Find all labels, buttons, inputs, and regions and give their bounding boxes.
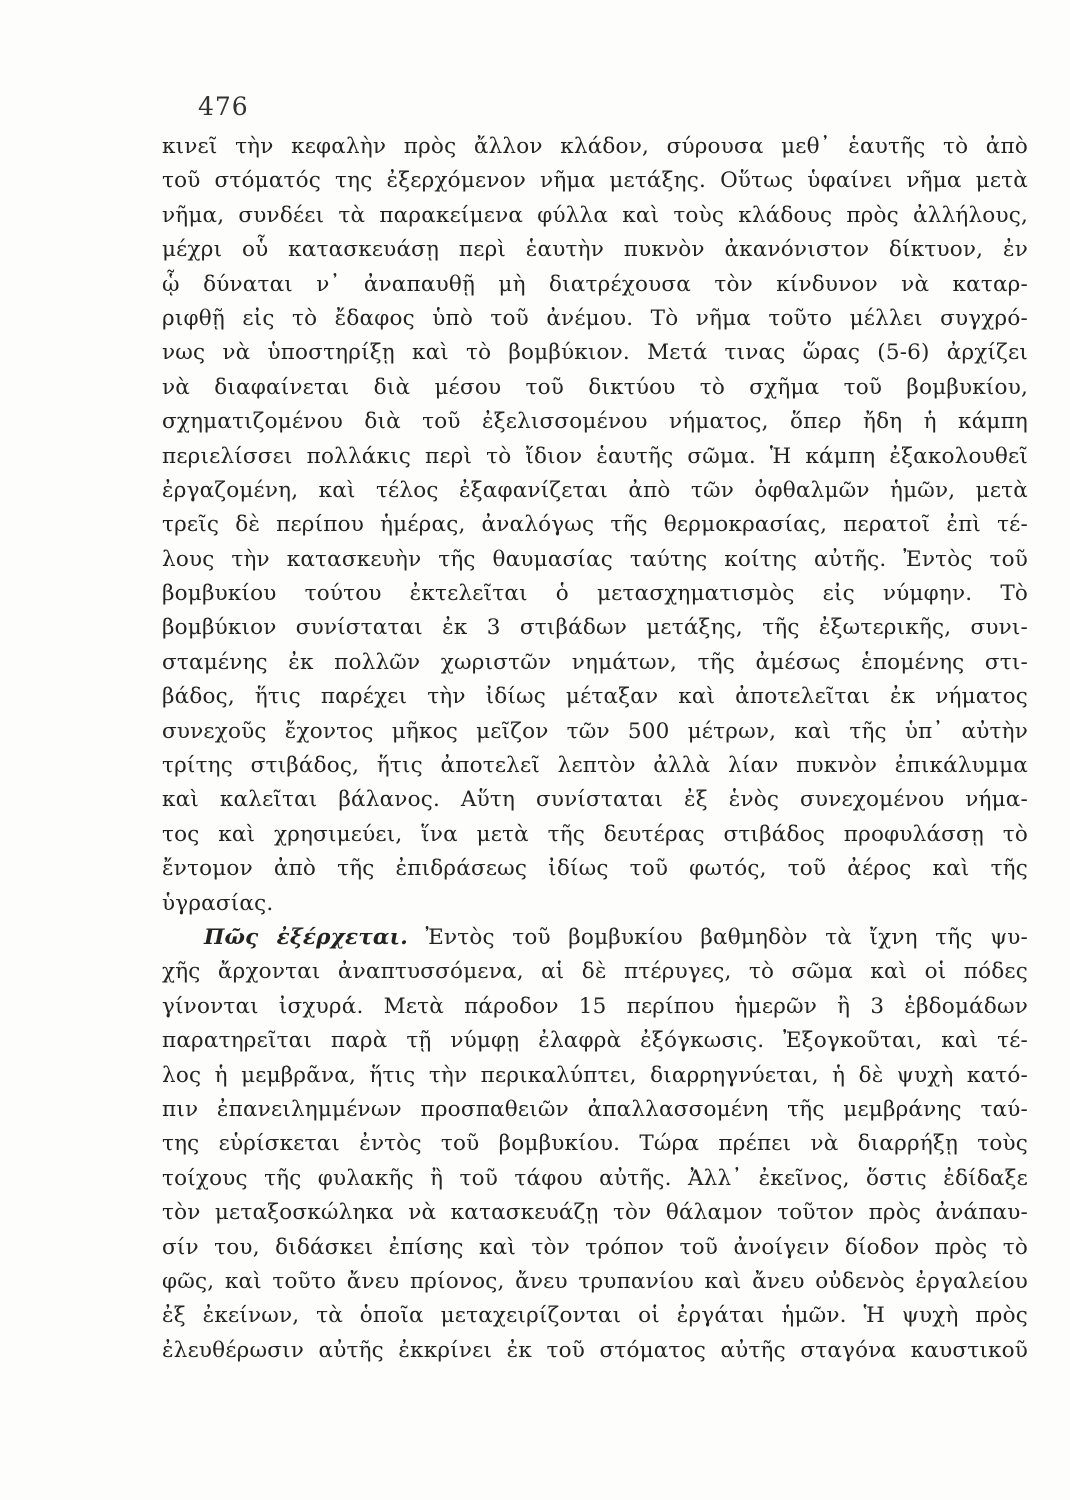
paragraph-how-it-emerges [162, 921, 1028, 1368]
text-line [162, 921, 1028, 955]
text-line: κινεῖ τὴν κεφαλὴν πρὸς ἄλλον κλάδον, σύρουσα μεθ᾽ ἑαυτῆς τὸ ἀπὸ [162, 134, 1028, 159]
text-line: ᾧ δύναται ν᾽ ἀναπαυθῇ μὴ διατρέχουσα τὸν κίνδυνον νὰ καταρ- [162, 271, 1028, 297]
text-line: καὶ καλεῖται βάλανος. Αὕτη συνίσταται ἐξ ἑνὸς συνεχομένου νήμα- [162, 787, 1028, 813]
text-line: χῆς ἄρχονται ἀναπτυσσόμενα, αἱ δὲ πτέρυγες, τὸ σῶμα καὶ οἱ πόδες [162, 959, 1028, 985]
body-text [162, 130, 1028, 1368]
text-line: ἔντομον ἀπὸ τῆς ἐπιδράσεως ἰδίως τοῦ φωτός, τοῦ ἀέρος καὶ τῆς [162, 856, 1028, 882]
text-line: συνεχοῦς ἔχοντος μῆκος μεῖζον τῶν 500 μέτρων, καὶ τῆς ὑπ᾽ αὐτὴν [162, 718, 1028, 744]
text-line: ἐξ ἐκείνων, τὰ ὁποῖα μεταχειρίζονται οἱ ἐργάται ἡμῶν. Ἡ ψυχὴ πρὸς [162, 1303, 1028, 1329]
text-line: ἐλευθέρωσιν αὐτῆς ἐκκρίνει ἐκ τοῦ στόματος αὐτῆς σταγόνα καυστικοῦ [162, 1337, 1028, 1363]
text-line: ἐργαζομένη, καὶ τέλος ἐξαφανίζεται ἀπὸ τῶν ὀφθαλμῶν ἡμῶν, μετὰ [162, 477, 1028, 503]
text-line: τρεῖς δὲ περίπου ἡμέρας, ἀναλόγως τῆς θερμοκρασίας, περατοῖ ἐπὶ τέ- [162, 512, 1028, 538]
text-line: λος ἡ μεμβρᾶνα, ἥτις τὴν περικαλύπτει, διαρρηγνύεται, ἡ δὲ ψυχὴ κατό- [162, 1062, 1028, 1088]
text-line: γίνονται ἰσχυρά. Μετὰ πάροδον 15 περίπου ἡμερῶν ἢ 3 ἑβδομάδων [162, 993, 1028, 1019]
paragraph-cocoon-construction [162, 130, 1028, 921]
text-line: σταμένης ἐκ πολλῶν χωριστῶν νημάτων, τῆς ἀμέσως ἑπομένης στι- [162, 649, 1028, 675]
text-line: βομβύκιον συνίσταται ἐκ 3 στιβάδων μετάξης, τῆς ἐξωτερικῆς, συνι- [162, 615, 1028, 641]
text-line: βομβυκίου τούτου ἐκτελεῖται ὁ μετασχηματισμὸς εἰς νύμφην. Τὸ [162, 581, 1028, 607]
text-line: τοίχους τῆς φυλακῆς ἢ τοῦ τάφου αὐτῆς. Ἀλλ᾽ ἐκεῖνος, ὅστις ἐδίδαξε [162, 1165, 1028, 1191]
text-line: τος καὶ χρησιμεύει, ἵνα μετὰ τῆς δευτέρας στιβάδος προφυλάσσῃ τὸ [162, 821, 1028, 847]
text-line: λους τὴν κατασκευὴν τῆς θαυμασίας ταύτης κοίτης αὐτῆς. Ἐντὸς τοῦ [162, 546, 1028, 572]
text-line: ριφθῇ εἰς τὸ ἔδαφος ὑπὸ τοῦ ἀνέμου. Τὸ νῆμα τοῦτο μέλλει συγχρό- [162, 305, 1028, 331]
text-line: νὰ διαφαίνεται διὰ μέσου τοῦ δικτύου τὸ σχῆμα τοῦ βομβυκίου, [162, 374, 1028, 400]
page-number: 476 [198, 92, 249, 121]
text-line: βάδος, ἥτις παρέχει τὴν ἰδίως μέταξαν καὶ ἀποτελεῖται ἐκ νήματος [162, 684, 1028, 710]
text-line: φῶς, καὶ τοῦτο ἄνευ πρίονος, ἄνευ τρυπανίου καὶ ἄνευ οὐδενὸς ἐργαλείου [162, 1268, 1028, 1294]
text-line-rest: Ἐντὸς τοῦ βομβυκίου βαθμηδὸν τὰ ἴχνη τῆς ψυ- [407, 924, 1028, 950]
text-line: νῆμα, συνδέει τὰ παρακείμενα φύλλα καὶ τοὺς κλάδους πρὸς ἀλλήλους, [162, 202, 1028, 228]
text-line: μέχρι οὗ κατασκευάσῃ περὶ ἑαυτὴν πυκνὸν ἀκανόνιστον δίκτυον, ἐν [162, 237, 1028, 263]
section-heading: Πῶς ἐξέρχεται. [204, 924, 408, 950]
text-line: νως νὰ ὑποστηρίξῃ καὶ τὸ βομβύκιον. Μετά τινας ὥρας (5-6) ἀρχίζει [162, 340, 1028, 366]
text-line: της εὑρίσκεται ἐντὸς τοῦ βομβυκίου. Τώρα πρέπει νὰ διαρρήξῃ τοὺς [162, 1131, 1028, 1157]
text-line: σίν του, διδάσκει ἐπίσης καὶ τὸν τρόπον τοῦ ἀνοίγειν δίοδον πρὸς τὸ [162, 1234, 1028, 1260]
text-line: παρατηρεῖται παρὰ τῇ νύμφῃ ἐλαφρὰ ἐξόγκωσις. Ἐξογκοῦται, καὶ τέ- [162, 1028, 1028, 1054]
text-line: πιν ἐπανειλημμένων προσπαθειῶν ἀπαλλασσομένη τῆς μεμβράνης ταύ- [162, 1096, 1028, 1122]
text-line: σχηματιζομένου διὰ τοῦ ἐξελισσομένου νήματος, ὅπερ ἤδη ἡ κάμπη [162, 409, 1028, 435]
text-line: ὑγρασίας. [162, 890, 274, 916]
text-line: τοῦ στόματός της ἐξερχόμενον νῆμα μετάξης. Οὕτως ὑφαίνει νῆμα μετὰ [162, 168, 1028, 194]
text-line: τρίτης στιβάδος, ἥτις ἀποτελεῖ λεπτὸν ἀλλὰ λίαν πυκνὸν ἐπικάλυμμα [162, 753, 1028, 779]
text-line: περιελίσσει πολλάκις περὶ τὸ ἴδιον ἑαυτῆς σῶμα. Ἡ κάμπη ἐξακολουθεῖ [162, 443, 1028, 469]
text-line: τὸν μεταξοσκώληκα νὰ κατασκευάζῃ τὸν θάλαμον τοῦτον πρὸς ἀνάπαυ- [162, 1200, 1028, 1226]
